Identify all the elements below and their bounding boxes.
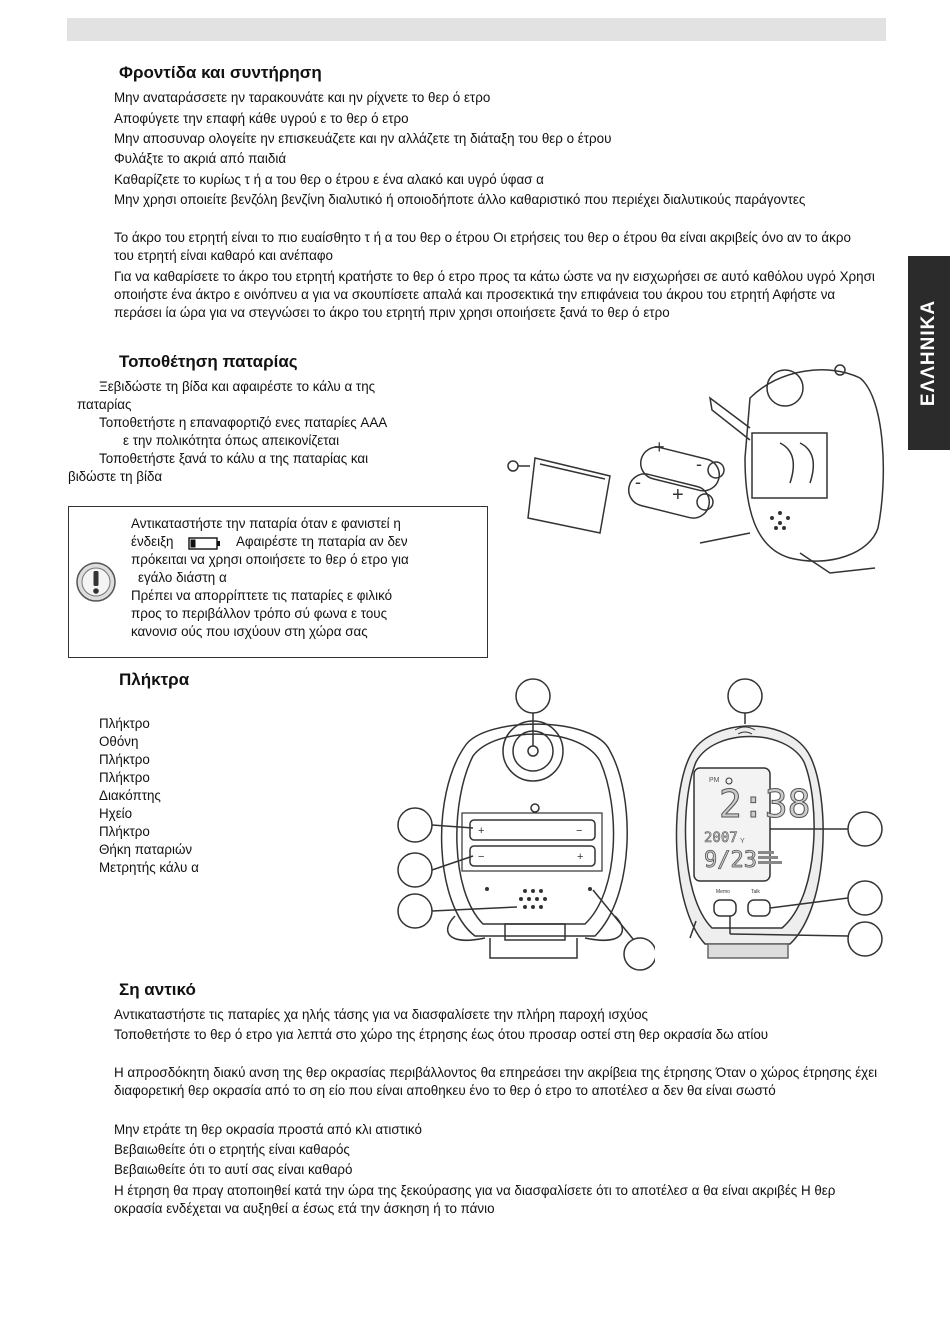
care-item: Μην αναταράσσετε ην ταρακουνάτε και ην ρίχνετε το θερ ό ετρο <box>114 90 491 105</box>
care-item: Φυλάξτε το ακριά από παιδιά <box>114 151 287 166</box>
talk-button-label: Talk <box>751 889 760 895</box>
svg-text:-: - <box>635 472 641 492</box>
notice-line: Πρέπει να απορρίπτετε τις παταρίες ε φιλικό <box>131 588 393 603</box>
key-item: Θήκη παταριών <box>99 842 193 857</box>
battery-step: Τοποθετήστε η επαναφορτιζό ενες παταρίες AAA <box>99 415 388 430</box>
svg-text:−: − <box>478 851 485 863</box>
key-item: Πλήκτρο <box>99 770 150 785</box>
keys-title: Πλήκτρα <box>119 670 190 689</box>
care-item: Το άκρο του ετρητή είναι το πιο ευαίσθητο τ ή α του θερ ο έτρου Οι ετρήσεις του θερ ο έτρου θα είναι ακριβείς όνο αν το άκρο του ετρητή είναι καθαρό και ανέπαφο <box>114 230 851 263</box>
key-item: Πλήκτρο <box>99 824 150 839</box>
important-item: Αντικαταστήστε τις παταρίες χα ηλής τάσης για να διασφαλίσετε την πλήρη παροχή ισχύος <box>114 1007 648 1022</box>
battery-illustration <box>500 358 890 578</box>
low-battery-icon <box>188 537 222 550</box>
key-item: Διακόπτης <box>99 788 161 803</box>
important-item: Η απροσδόκητη διακύ ανση της θερ οκρασίας περιβάλλοντος θα επηρεάσει την ακρίβεια της έτρησης Όταν ο χώρος έτρησης έχει διαφορετική θερ οκρασία από το ση είο που είναι αποθηκευ ένο το θερ ό ετρο το αποτέλεσ α δεν θα είναι σωστό <box>114 1065 878 1098</box>
key-item: Ηχείο <box>99 806 133 821</box>
important-item: Μην ετράτε τη θερ οκρασία προστά από κλι ατιστικό <box>114 1122 422 1137</box>
device-back-diagram <box>395 676 655 972</box>
language-tab <box>908 256 950 450</box>
svg-text:+: + <box>577 851 584 863</box>
key-item: Μετρητής κάλυ α <box>99 860 199 875</box>
lcd-year-suffix: Y <box>740 838 745 845</box>
important-item: Βεβαιωθείτε ότι ο ετρητής είναι καθαρός <box>114 1142 350 1157</box>
lcd-year: 2007 <box>704 830 738 846</box>
notice-line: Αντικαταστήστε την παταρία όταν ε φανιστεί η <box>131 516 401 531</box>
important-item: Η έτρηση θα πραγ ατοποιηθεί κατά την ώρα της ξεκούρασης για να διασφαλίσετε ότι το αποτέλεσ α θα είναι ακριβές Η θερ οκρασία ενδέχεται να αυξηθεί α έσως ετά την άσκηση ή το πάνιο <box>114 1183 836 1216</box>
battery-step: ε την πολικότητα όπως απεικονίζεται <box>123 433 340 448</box>
care-title: Φροντίδα και συντήρηση <box>119 63 322 82</box>
key-item: Οθόνη <box>99 734 139 749</box>
key-item: Πλήκτρο <box>99 752 150 767</box>
svg-text:-: - <box>696 454 702 474</box>
battery-step: Ξεβιδώστε τη βίδα και αφαιρέστε το κάλυ α της <box>99 379 376 394</box>
battery-title: Τοποθέτηση παταρίας <box>119 352 298 371</box>
warning-icon <box>75 561 117 603</box>
care-item: Καθαρίζετε το κυρίως τ ή α του θερ ο έτρου ε ένα αλακό και υγρό ύφασ α <box>114 172 544 187</box>
notice-line: Αφαιρέστε τη παταρία αν δεν <box>236 534 408 549</box>
battery-step: βιδώστε τη βίδα <box>68 469 163 484</box>
care-item: Για να καθαρίσετε το άκρο του ετρητή κρατήστε το θερ ό ετρο προς τα κάτω ώστε να ην εισχωρήσει σε αυτό καθόλου υγρό Χρησι οποιήστε ένα άκτρο ε οινόπνευ α για να σκουπίσετε απαλά και προσεκτικά την επιφάνεια του άκρου του ετρητή Αφήστε να περάσει ία ώρα για να στεγνώσει το άκρο του ετρητή πριν χρησι οποιήσετε ξανά το θερ ό ετρο <box>114 269 875 320</box>
key-item: Πλήκτρο <box>99 716 150 731</box>
notice-line: πρόκειται να χρησι οποιήσετε το θερ ό ετρο για <box>131 552 409 567</box>
important-title: Ση αντικό <box>119 980 196 999</box>
battery-step: παταρίας <box>77 397 132 412</box>
battery-step: Τοποθετήστε ξανά το κάλυ α της παταρίας και <box>99 451 369 466</box>
memo-button-label: Memo <box>716 889 730 895</box>
pm-indicator: PM <box>709 777 720 784</box>
care-item: Μην χρησι οποιείτε βενζόλη βενζίνη διαλυτικό ή οποιοδήποτε άλλο καθαριστικό που περιέχει διαλυτικούς παράγοντες <box>114 192 806 207</box>
notice-line: εγάλο διάστη α <box>138 570 227 585</box>
svg-text:−: − <box>576 825 583 837</box>
care-item: Μην αποσυναρ ολογείτε ην επισκευάζετε και ην αλλάζετε τη διάταξη του θερ ο έτρου <box>114 131 612 146</box>
keys-list <box>99 715 199 877</box>
header-bar <box>67 18 886 41</box>
svg-text:+: + <box>478 825 485 837</box>
notice-line: προς το περιβάλλον τρόπο σύ φωνα ε τους <box>131 606 388 621</box>
important-item: Βεβαιωθείτε ότι το αυτί σας είναι καθαρό <box>114 1162 353 1177</box>
svg-text:+: + <box>672 484 684 506</box>
notice-line: ένδειξη <box>131 534 174 549</box>
language-tab-label: ΕΛΛΗΝΙΚΑ <box>918 299 939 407</box>
lcd-date: 9/23 <box>704 848 757 873</box>
svg-text:+: + <box>654 437 665 457</box>
notice-line: κανονισ ούς που ισχύουν στη χώρα σας <box>131 624 368 639</box>
lcd-time: 2:38 <box>719 782 811 826</box>
important-item: Τοποθετήστε το θερ ό ετρο για λεπτά στο χώρο της έτρησης έως ότου προσαρ οστεί στη θερ οκρασία δω ατίου <box>114 1027 769 1042</box>
care-item: Αποφύγετε την επαφή κάθε υγρού ε το θερ ό ετρο <box>114 111 409 126</box>
